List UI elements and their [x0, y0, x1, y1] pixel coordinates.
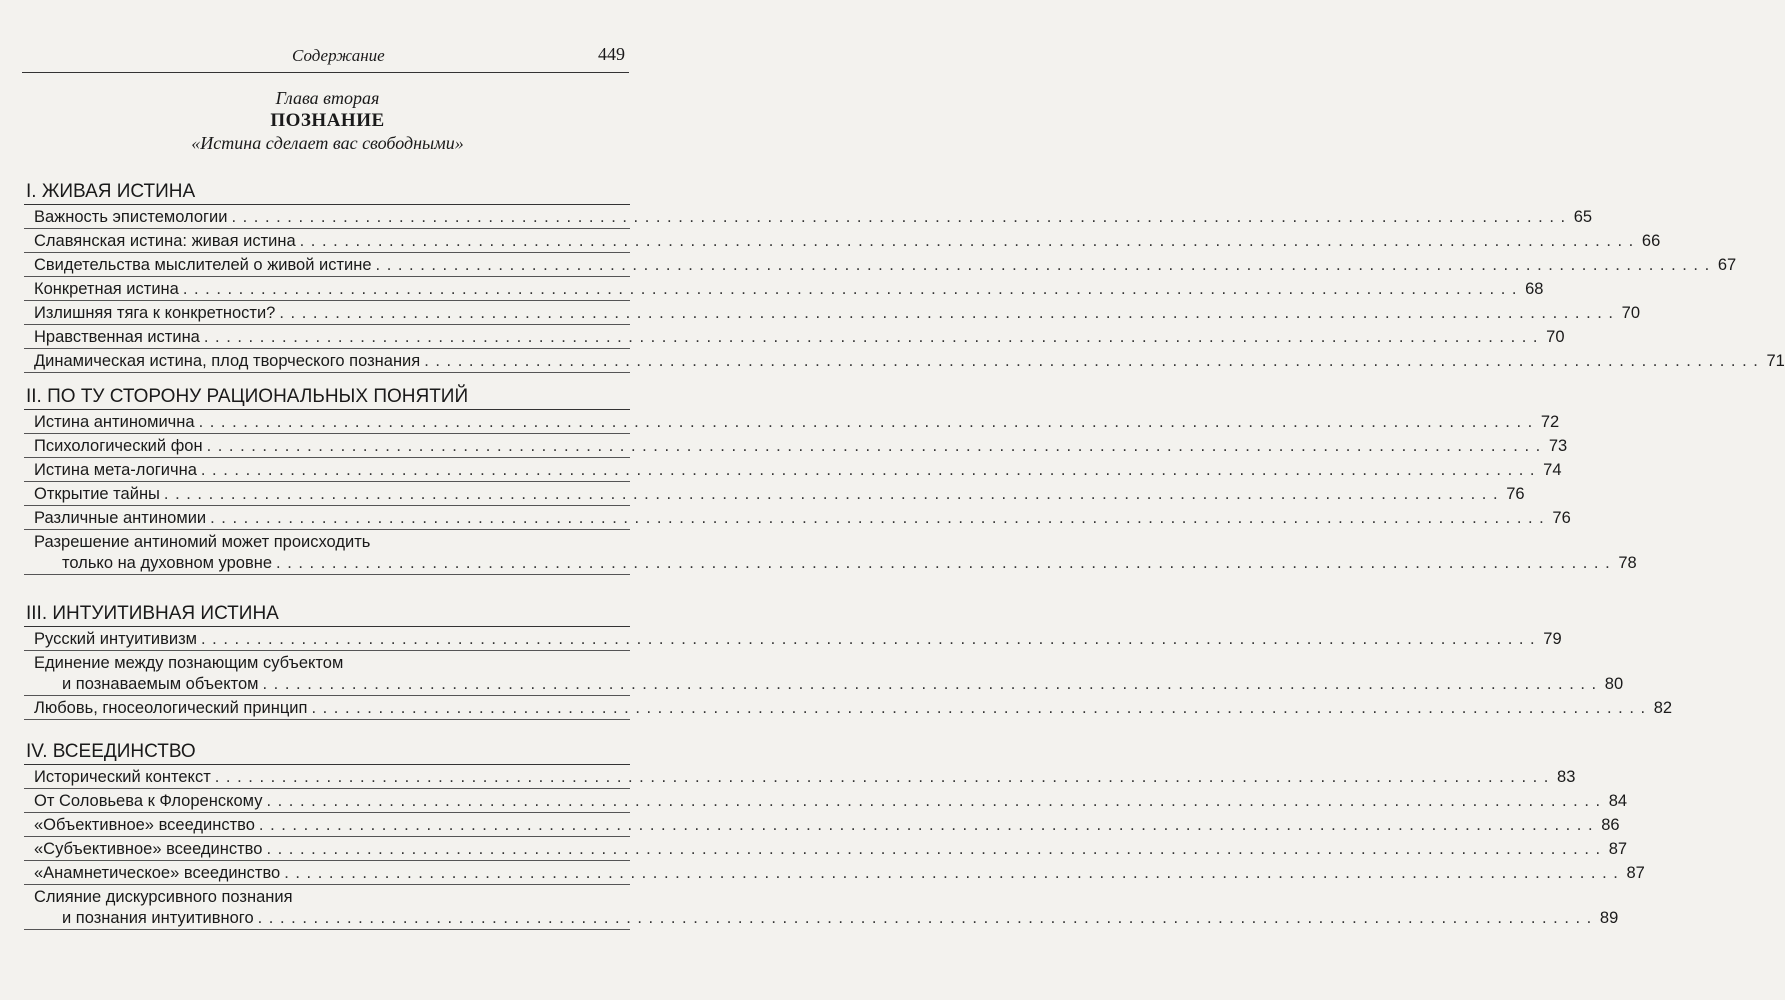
entry-title: Любовь, гносеологический принцип: [34, 699, 308, 717]
dot-leader: . . . . . . . . . . . . . . . . . . . . . . . . . . . . . . . . . . . . . . . . . . . . . . . . . . . . . . . . . . . . . . . . . . . . . . . . . . . . . . . . . . . . . . . . . . . . . . . . . . . . . . . . . . . . . . . . . . . . . . . .: [231, 208, 1567, 226]
toc-entry: [24, 674, 1624, 696]
section-heading: II. ПО ТУ СТОРОНУ РАЦИОНАЛЬНЫХ ПОНЯТИЙ: [24, 385, 630, 410]
running-head: [22, 42, 629, 73]
entry-page-number: 80: [1604, 675, 1624, 693]
dot-leader: . . . . . . . . . . . . . . . . . . . . . . . . . . . . . . . . . . . . . . . . . . . . . . . . . . . . . . . . . . . . . . . . . . . . . . . . . . . . . . . . . . . . . . . . . . . . . . . . . . . . . . . . . . . . . . . . . . . . . . . .: [214, 768, 1550, 786]
dot-leader: . . . . . . . . . . . . . . . . . . . . . . . . . . . . . . . . . . . . . . . . . . . . . . . . . . . . . . . . . . . . . . . . . . . . . . . . . . . . . . . . . . . . . . . . . . . . . . . . . . . . . . . . . . . . . . . . . . . . . . . .: [198, 413, 1534, 431]
toc-entry: [24, 839, 1628, 861]
chapter-epigraph: «Истина сделает вас свободными»: [191, 133, 464, 153]
toc-section: [24, 740, 1645, 930]
dot-leader: . . . . . . . . . . . . . . . . . . . . . . . . . . . . . . . . . . . . . . . . . . . . . . . . . . . . . . . . . . . . . . . . . . . . . . . . . . . . . . . . . . . . . . . . . . . . . . . . . . . . . . . . . . . . . . . . . . . . . . . .: [266, 840, 1602, 858]
entry-title-continuation: только на духовном уровне: [62, 554, 273, 572]
section-heading: I. ЖИВАЯ ИСТИНА: [24, 180, 630, 205]
toc-entry: [24, 767, 1576, 789]
entry-title: Свидетельства мыслителей о живой истине: [34, 256, 372, 274]
entry-page-number: 83: [1557, 768, 1576, 786]
toc-entry: [24, 863, 1645, 885]
entry-page-number: 72: [1540, 413, 1560, 431]
toc-section: [24, 385, 1637, 575]
dot-leader: . . . . . . . . . . . . . . . . . . . . . . . . . . . . . . . . . . . . . . . . . . . . . . . . . . . . . . . . . . . . . . . . . . . . . . . . . . . . . . . . . . . . . . . . . . . . . . . . . . . . . . . . . . . . . . . . . . . . . . . .: [210, 509, 1545, 527]
entry-page-number: 66: [1641, 232, 1661, 250]
toc-entry: [24, 279, 1544, 301]
entry-title: «Субъективное» всеединство: [34, 840, 263, 858]
dot-leader: . . . . . . . . . . . . . . . . . . . . . . . . . . . . . . . . . . . . . . . . . . . . . . . . . . . . . . . . . . . . . . . . . . . . . . . . . . . . . . . . . . . . . . . . . . . . . . . . . . . . . . . . . . . . . . . . . . . . . . . .: [257, 909, 1593, 927]
toc-entry: [24, 412, 1560, 434]
entry-page-number: 76: [1552, 509, 1571, 527]
entry-title: Разрешение антиномий может происходить: [34, 533, 371, 551]
toc-entry: [24, 255, 1737, 277]
entry-title: Излишняя тяга к конкретности?: [34, 304, 276, 322]
toc-entry-line: [24, 887, 630, 908]
entry-page-number: 67: [1717, 256, 1737, 274]
toc-entry: [24, 436, 1568, 458]
entry-title-continuation: и познания интуитивного: [62, 909, 254, 927]
toc-entry: [24, 815, 1620, 837]
toc-entry: [24, 484, 1525, 506]
entry-title: «Анамнетическое» всеединство: [34, 864, 281, 882]
toc-entry: [24, 908, 1619, 930]
entry-title: Истина мета-логична: [34, 461, 197, 479]
entry-title: Психологический фон: [34, 437, 203, 455]
entry-title: Конкретная истина: [34, 280, 179, 298]
entry-title-continuation: и познаваемым объектом: [62, 675, 259, 693]
toc-entry: [24, 508, 1571, 530]
entry-page-number: 87: [1626, 864, 1645, 882]
dot-leader: . . . . . . . . . . . . . . . . . . . . . . . . . . . . . . . . . . . . . . . . . . . . . . . . . . . . . . . . . . . . . . . . . . . . . . . . . . . . . . . . . . . . . . . . . . . . . . . . . . . . . . . . . . . . . . . . . . . . . . . .: [262, 675, 1598, 693]
entry-title: «Объективное» всеединство: [34, 816, 255, 834]
dot-leader: . . . . . . . . . . . . . . . . . . . . . . . . . . . . . . . . . . . . . . . . . . . . . . . . . . . . . . . . . . . . . . . . . . . . . . . . . . . . . . . . . . . . . . . . . . . . . . . . . . . . . . . . . . . . . . . . . . . . . . . .: [266, 792, 1602, 810]
section-heading: III. ИНТУИТИВНАЯ ИСТИНА: [24, 602, 630, 627]
dot-leader: . . . . . . . . . . . . . . . . . . . . . . . . . . . . . . . . . . . . . . . . . . . . . . . . . . . . . . . . . . . . . . . . . . . . . . . . . . . . . . . . . . . . . . . . . . . . . . . . . . . . . . . . . . . . . . . . . . . . . . . .: [206, 437, 1542, 455]
entry-page-number: 68: [1525, 280, 1544, 298]
dot-leader: . . . . . . . . . . . . . . . . . . . . . . . . . . . . . . . . . . . . . . . . . . . . . . . . . . . . . . . . . . . . . . . . . . . . . . . . . . . . . . . . . . . . . . . . . . . . . . . . . . . . . . . . . . . . . . . . . . . . . . . .: [279, 304, 1615, 322]
toc-entry: [24, 460, 1562, 482]
chapter-label: Глава вторая: [275, 88, 380, 108]
entry-page-number: 87: [1608, 840, 1628, 858]
chapter-title: ПОЗНАНИЕ: [270, 110, 385, 131]
dot-leader: . . . . . . . . . . . . . . . . . . . . . . . . . . . . . . . . . . . . . . . . . . . . . . . . . . . . . . . . . . . . . . . . . . . . . . . . . . . . . . . . . . . . . . . . . . . . . . . . . . . . . . . . . . . . . . . . . . . . . . . .: [284, 864, 1619, 882]
entry-title: Различные антиномии: [34, 509, 207, 527]
toc-entry: [24, 327, 1565, 349]
entry-title: Открытие тайны: [34, 485, 160, 503]
toc-entry-line: [24, 653, 630, 674]
toc-entry: [24, 629, 1562, 651]
entry-title: Нравственная истина: [34, 328, 200, 346]
entry-title: Важность эпистемологии: [34, 208, 228, 226]
toc-entry: [24, 791, 1628, 813]
toc-entry: [24, 303, 1641, 325]
toc-entry: [24, 553, 1637, 575]
entry-page-number: 84: [1608, 792, 1628, 810]
dot-leader: . . . . . . . . . . . . . . . . . . . . . . . . . . . . . . . . . . . . . . . . . . . . . . . . . . . . . . . . . . . . . . . . . . . . . . . . . . . . . . . . . . . . . . . . . . . . . . . . . . . . . . . . . . . . . . . . . . . . . . . .: [299, 232, 1635, 250]
toc-entry: [24, 351, 1785, 373]
dot-leader: . . . . . . . . . . . . . . . . . . . . . . . . . . . . . . . . . . . . . . . . . . . . . . . . . . . . . . . . . . . . . . . . . . . . . . . . . . . . . . . . . . . . . . . . . . . . . . . . . . . . . . . . . . . . . . . . . . . . . . . .: [201, 630, 1536, 648]
entry-page-number: 89: [1599, 909, 1619, 927]
dot-leader: . . . . . . . . . . . . . . . . . . . . . . . . . . . . . . . . . . . . . . . . . . . . . . . . . . . . . . . . . . . . . . . . . . . . . . . . . . . . . . . . . . . . . . . . . . . . . . . . . . . . . . . . . . . . . . . . . . . . . . . .: [258, 816, 1594, 834]
entry-title: От Соловьева к Флоренскому: [34, 792, 263, 810]
entry-title: Динамическая истина, плод творческого познания: [34, 352, 421, 370]
entry-title: Русский интуитивизм: [34, 630, 198, 648]
entry-page-number: 70: [1621, 304, 1641, 322]
entry-page-number: 76: [1506, 485, 1525, 503]
page-number: 449: [598, 44, 625, 64]
toc-section: [24, 180, 1785, 373]
toc-entry: [24, 207, 1593, 229]
entry-title: Истина антиномична: [34, 413, 195, 431]
section-heading: IV. ВСЕЕДИНСТВО: [24, 740, 630, 765]
entry-page-number: 70: [1546, 328, 1565, 346]
toc-entry-line: [24, 532, 630, 553]
dot-leader: . . . . . . . . . . . . . . . . . . . . . . . . . . . . . . . . . . . . . . . . . . . . . . . . . . . . . . . . . . . . . . . . . . . . . . . . . . . . . . . . . . . . . . . . . . . . . . . . . . . . . . . . . . . . . . . . . . . . . . . .: [424, 352, 1759, 370]
entry-page-number: 74: [1543, 461, 1562, 479]
entry-title: Славянская истина: живая истина: [34, 232, 296, 250]
entry-page-number: 82: [1653, 699, 1673, 717]
dot-leader: . . . . . . . . . . . . . . . . . . . . . . . . . . . . . . . . . . . . . . . . . . . . . . . . . . . . . . . . . . . . . . . . . . . . . . . . . . . . . . . . . . . . . . . . . . . . . . . . . . . . . . . . . . . . . . . . . . . . . . . .: [311, 699, 1647, 717]
entry-page-number: 71: [1766, 352, 1785, 370]
toc-entry: [24, 231, 1661, 253]
entry-title: Слияние дискурсивного познания: [34, 888, 293, 906]
dot-leader: . . . . . . . . . . . . . . . . . . . . . . . . . . . . . . . . . . . . . . . . . . . . . . . . . . . . . . . . . . . . . . . . . . . . . . . . . . . . . . . . . . . . . . . . . . . . . . . . . . . . . . . . . . . . . . . . . . . . . . . .: [163, 485, 1499, 503]
dot-leader: . . . . . . . . . . . . . . . . . . . . . . . . . . . . . . . . . . . . . . . . . . . . . . . . . . . . . . . . . . . . . . . . . . . . . . . . . . . . . . . . . . . . . . . . . . . . . . . . . . . . . . . . . . . . . . . . . . . . . . . .: [203, 328, 1539, 346]
entry-page-number: 65: [1573, 208, 1593, 226]
entry-page-number: 86: [1601, 816, 1620, 834]
entry-page-number: 78: [1618, 554, 1637, 572]
running-head-title: Содержание: [292, 46, 385, 65]
toc-entry: [24, 698, 1673, 720]
dot-leader: . . . . . . . . . . . . . . . . . . . . . . . . . . . . . . . . . . . . . . . . . . . . . . . . . . . . . . . . . . . . . . . . . . . . . . . . . . . . . . . . . . . . . . . . . . . . . . . . . . . . . . . . . . . . . . . . . . . . . . . .: [375, 256, 1711, 274]
dot-leader: . . . . . . . . . . . . . . . . . . . . . . . . . . . . . . . . . . . . . . . . . . . . . . . . . . . . . . . . . . . . . . . . . . . . . . . . . . . . . . . . . . . . . . . . . . . . . . . . . . . . . . . . . . . . . . . . . . . . . . . .: [276, 554, 1611, 572]
entry-title: Исторический контекст: [34, 768, 211, 786]
dot-leader: . . . . . . . . . . . . . . . . . . . . . . . . . . . . . . . . . . . . . . . . . . . . . . . . . . . . . . . . . . . . . . . . . . . . . . . . . . . . . . . . . . . . . . . . . . . . . . . . . . . . . . . . . . . . . . . . . . . . . . . .: [182, 280, 1518, 298]
dot-leader: . . . . . . . . . . . . . . . . . . . . . . . . . . . . . . . . . . . . . . . . . . . . . . . . . . . . . . . . . . . . . . . . . . . . . . . . . . . . . . . . . . . . . . . . . . . . . . . . . . . . . . . . . . . . . . . . . . . . . . . .: [200, 461, 1536, 479]
toc-section: [24, 602, 1673, 720]
entry-title: Единение между познающим субъектом: [34, 654, 344, 672]
entry-page-number: 73: [1548, 437, 1568, 455]
entry-page-number: 79: [1543, 630, 1562, 648]
